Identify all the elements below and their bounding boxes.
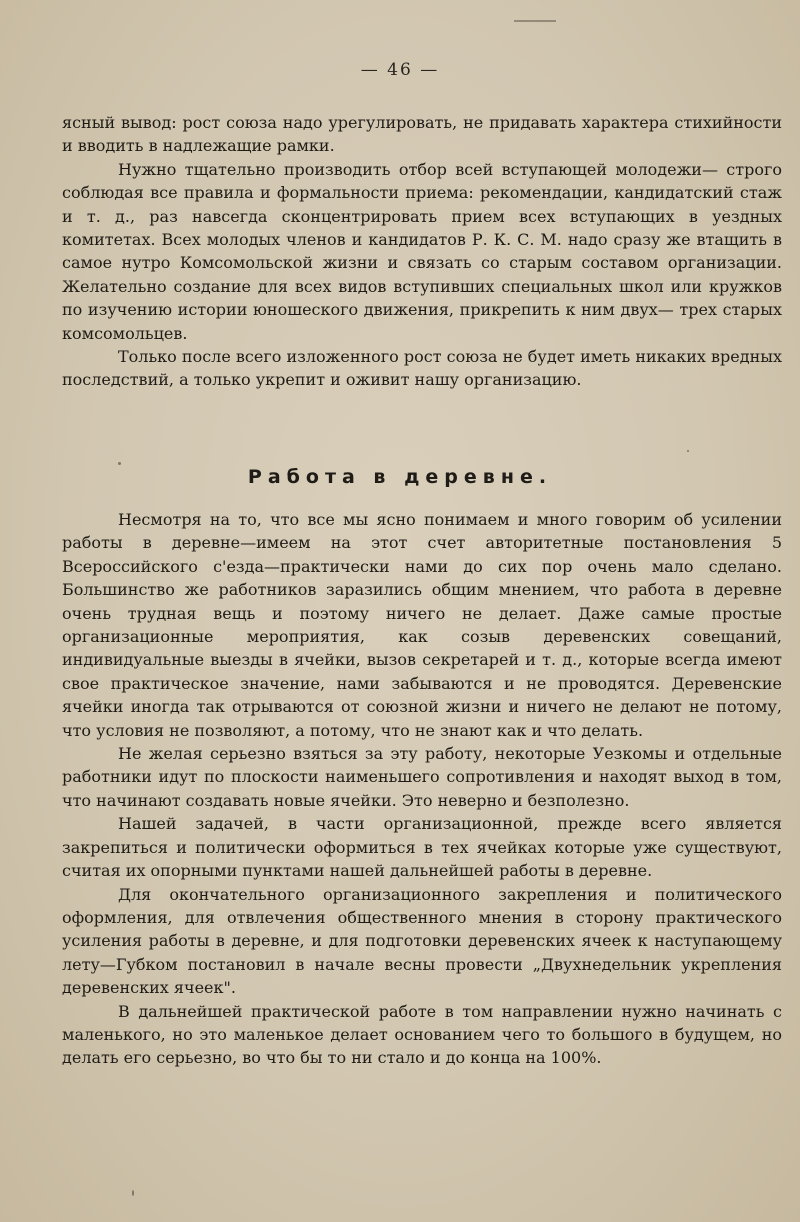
- page-number: — 46 —: [360, 60, 440, 80]
- paragraph: Для окончательного организационного закрепления и политического оформления, для отвлечения общественного мнения в сторону практического усиления работы в деревне, и для подготовки деревенских ячеек к наступающему лету—Губком постановил в начале весны провести „Двухнедельник укрепления деревенских ячеек".: [62, 884, 782, 998]
- paper-speck: [132, 1190, 134, 1196]
- paper-speck: [118, 462, 121, 465]
- section-heading: Работа в деревне.: [247, 466, 553, 488]
- top-rule-mark: [514, 20, 556, 22]
- paragraph: Не желая серьезно взяться за эту работу, некоторые Уезкомы и отдельные работники идут по плоскости наименьшего сопротивления и находят выход в том, что начинают создавать новые ячейки. Это неверно и безполезно.: [62, 744, 782, 810]
- paragraph: ясный вывод: рост союза надо урегулировать, не придавать характера стихийности и вводить в надлежащие рамки.: [62, 113, 782, 156]
- paper-speck: [687, 450, 689, 452]
- paragraph: Нужно тщательно производить отбор всей вступающей молодежи— строго соблюдая все правила и формальности приема: рекомендации, кандидатский стаж и т. д., раз навсегда сконцентрировать прием всех вступающих в уездных комитетах. Всех молодых членов и кандидатов Р. К. С. М. надо сразу же втащить в самое нутро Комсомольской жизни и связать со старым составом организации. Желательно создание для всех видов вступивших специальных школ или кружков по изучению истории юношеского движения, прикрепить к ним двух— трех старых комсомольцев.: [62, 159, 782, 343]
- text-section-bottom: [62, 508, 782, 1070]
- text-section-top: [62, 111, 782, 392]
- paragraph: В дальнейшей практической работе в том направлении нужно начинать с маленького, но это маленькое делает основанием чего то большого в будущем, но делать его серьезно, во что бы то ни стало и до конца на 100%.: [62, 1001, 782, 1068]
- paragraph: Нашей задачей, в части организационной, прежде всего является закрепиться и политически оформиться в тех ячейках которые уже существуют, считая их опорными пунктами нашей дальнейшей работы в деревне.: [62, 814, 782, 881]
- paragraph: Несмотря на то, что все мы ясно понимаем и много говорим об усилении работы в деревне—имеем на этот счет авторитетные постановления 5 Всероссийского с'езда—практически нами до сих пор очень мало сделано. Большинство же работников заразились общим мнением, что работа в деревне очень трудная вещь и поэтому ничего не делает. Даже самые простые организационные мероприятия, как созыв деревенских совещаний, индивидуальные выезды в ячейки, вызов секретарей и т. д., которые всегда имеют свое практическое значение, нами забываются и не проводятся. Деревенские ячейки иногда так отрываются от союзной жизни и ничего не делают не потому, что условия не позволяют, а потому, что не знают как и что делать.: [62, 510, 782, 740]
- paragraph: Только после всего изложенного рост союза не будет иметь никаких вредных последствий, а только укрепит и оживит нашу организацию.: [62, 347, 782, 390]
